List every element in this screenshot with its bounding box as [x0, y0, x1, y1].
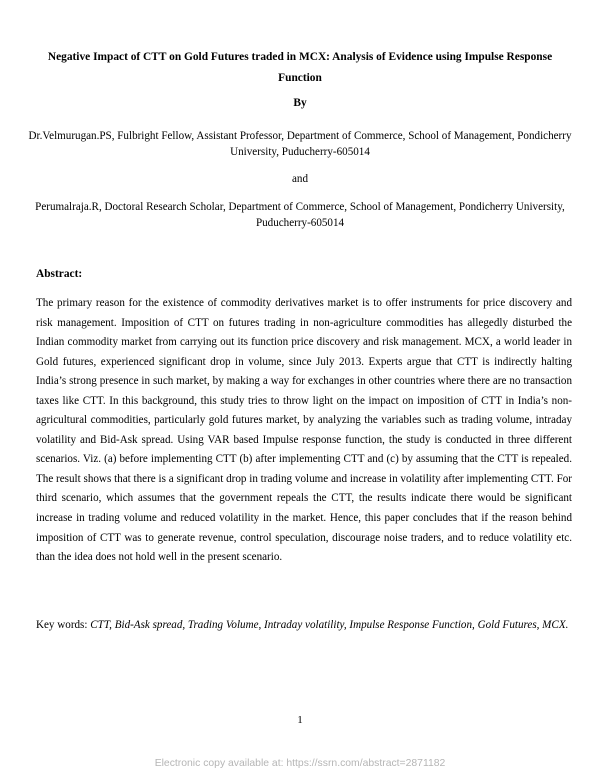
keywords-list: CTT, Bid-Ask spread, Trading Volume, Intraday volatility, Impulse Response Function, Gold Futures, MCX.: [90, 619, 569, 631]
ssrn-footer-watermark: Electronic copy available at: https://ssrn.com/abstract=2871182: [154, 758, 446, 769]
author-2-affiliation: Perumalraja.R, Doctoral Research Scholar, Department of Commerce, School of Management, Pondicherry University, Puducherry-605014: [35, 201, 565, 229]
author-conjunction: and: [291, 173, 309, 185]
abstract-heading: Abstract:: [36, 268, 83, 280]
abstract-body: The primary reason for the existence of commodity derivatives market is to offer instruments for price discovery and risk management. Imposition of CTT on futures trading in non-agriculture commodities has allegedly disturbed the Indian commodity market from carrying out its function price discovery and risk management. MCX, a world leader in Gold futures, experienced significant drop in volume, since July 2013. Experts argue that CTT is indirectly halting India’s strong presence in such market, by making a way for exchanges in other countries where there are no transaction taxes like CTT. In this background, this study tries to throw light on the impact on imposition of CTT in India’s non-agricultural commodities, particularly gold futures market, by analyzing the variables such as trading volume, intraday volatility and Bid-Ask spread. Using VAR based Impulse response function, the study is conducted in three different scenarios. Viz. (a) before implementing CTT (b) after implementing CTT and (c) by assuming that the CTT is repealed. The result shows that there is a significant drop in trading volume and increase in volatility after implementing CTT. For third scenario, which assumes that the government repeals the CTT, the results indicate there would be significant increase in trading volume and reduced volatility in the market. Hence, this paper concludes that if the reason behind imposition of CTT was to generate revenue, control speculation, discourage noise traders, and to reduce volatility etc. than the idea does not hold well in the present scenario.: [36, 297, 572, 564]
author-1-affiliation: Dr.Velmurugan.PS, Fulbright Fellow, Assistant Professor, Department of Commerce, School of Management, Pondicherry University, Puducherry-605014: [28, 130, 572, 158]
keywords-paragraph: [36, 616, 572, 635]
paper-title: Negative Impact of CTT on Gold Futures traded in MCX: Analysis of Evidence using Impulse Response Function: [47, 51, 553, 84]
keywords-label: Key words:: [36, 619, 88, 631]
page-number: 1: [297, 714, 303, 726]
by-line: By: [293, 97, 307, 109]
